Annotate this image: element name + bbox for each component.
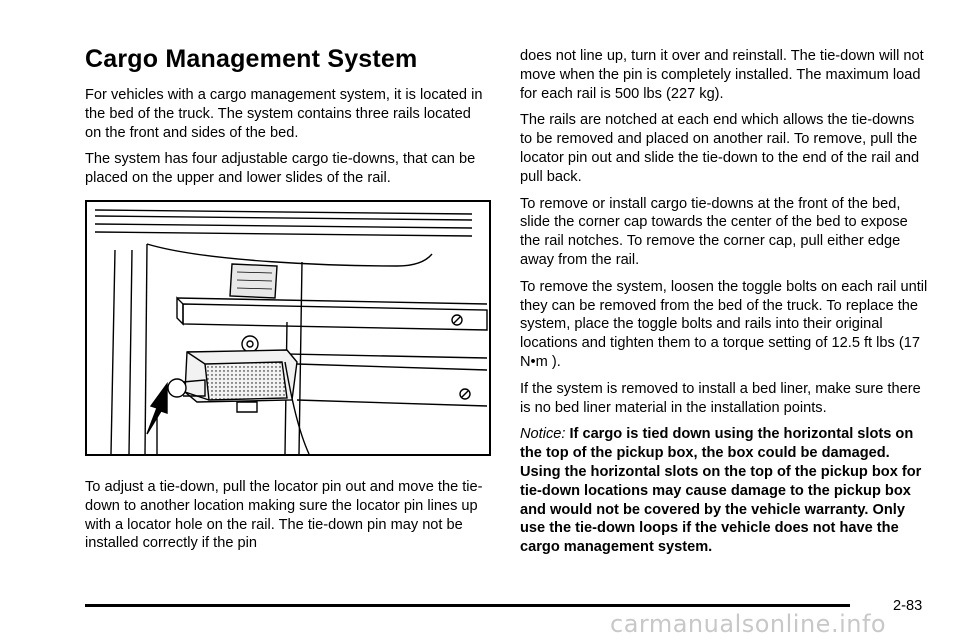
right-column bbox=[520, 47, 930, 565]
pin-paragraph: does not line up, turn it over and reinstall. The tie-down will not move when the pin is completely installed. The maximum load for each rail is 500 lbs (227 kg). bbox=[520, 48, 924, 102]
bed-liner-paragraph: If the system is removed to install a bed liner, make sure there is no bed liner material in the installation points. bbox=[520, 380, 921, 416]
tie-downs-paragraph: The system has four adjustable cargo tie-downs, that can be placed on the upper and lower slides of the rail. bbox=[85, 151, 476, 187]
tie-down-illustration bbox=[85, 200, 491, 456]
adjust-paragraph: To adjust a tie-down, pull the locator pin out and move the tie-down to another location making sure the locator pin lines up with a locator hole on the rail. The tie-down pin may not be installed correctly if the pin bbox=[85, 478, 483, 552]
page-title: Cargo Management System bbox=[85, 45, 418, 73]
footer-rule bbox=[85, 604, 850, 607]
intro-paragraph: For vehicles with a cargo management system, it is located in the bed of the truck. The system contains three rails located on the front and sides of the bed. bbox=[85, 87, 483, 141]
remove-system-paragraph: To remove the system, loosen the toggle bolts on each rail until they can be removed from the bed of the truck. To replace the system, place the toggle bolts and rails into their original locations and tighten them to a torque setting of 12.5 ft lbs (17 N•m ). bbox=[520, 278, 928, 370]
corner-cap-paragraph: To remove or install cargo tie-downs at the front of the bed, slide the corner cap towards the center of the bed to expose the rail notches. To remove the corner cap, pull either edge away from the rail. bbox=[520, 195, 908, 268]
watermark-text: carmanualsonline.info bbox=[610, 610, 887, 638]
notice-label: Notice: bbox=[520, 426, 566, 443]
page-number: 2-83 bbox=[893, 598, 923, 614]
left-column bbox=[85, 44, 490, 561]
notice-text: If cargo is tied down using the horizontal slots on the top of the pickup box, the box could be damaged. Using the horizontal slots on the top of the pickup box for tie-down locations may cause damage to the pickup box and would not be covered by the vehicle warranty. Only use the tie-down loops if the vehicle does not have the cargo management system. bbox=[520, 426, 922, 556]
notice-paragraph bbox=[520, 425, 930, 557]
rails-notched-paragraph: The rails are notched at each end which allows the tie-downs to be removed and placed on another rail. To remove, pull the locator pin out and slide the tie-down to the end of the rail and pull back. bbox=[520, 112, 920, 185]
